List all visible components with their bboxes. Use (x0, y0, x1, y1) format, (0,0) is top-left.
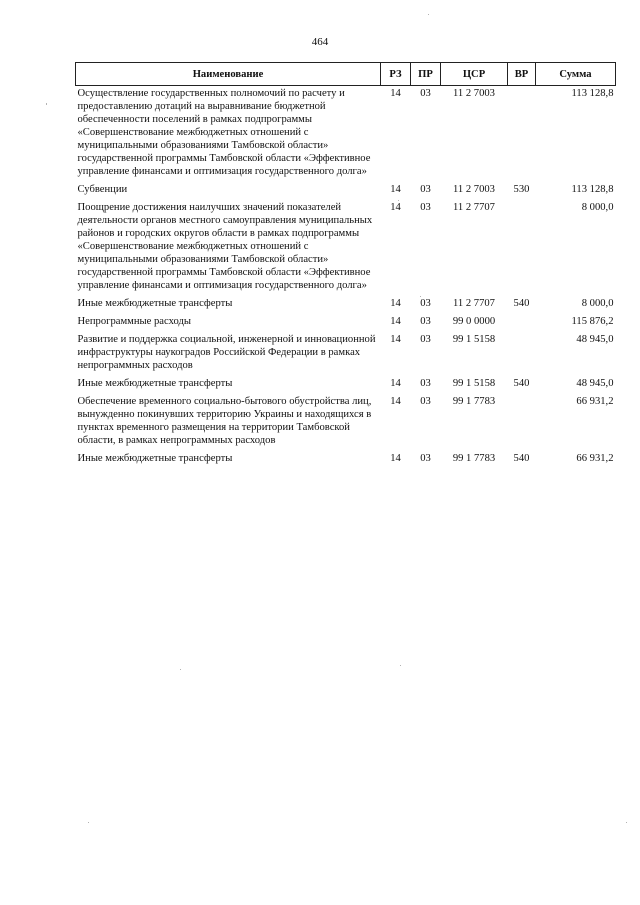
cell-sum: 113 128,8 (571, 184, 614, 195)
cell-name: Поощрение достижения наилучших значений показателей деятельности органов местного самоуправления муниципальных районов и городских округов области в рамках подпрограммы «Совершенствование межбюджетных отношений с муниципальными образованиями Тамбовской области» государственной программы Тамбовской области «Эффективное управление финансами и оптимизация государственного долга» (77, 202, 373, 291)
cell-pr: 03 (420, 334, 431, 345)
cell-pr: 03 (420, 396, 431, 407)
cell-rz: 14 (390, 316, 401, 327)
header-vr: ВР (508, 63, 536, 86)
cell-csr: 11 2 7707 (453, 298, 495, 309)
cell-name: Осуществление государственных полномочий по расчету и предоставлению дотаций на выравнивание бюджетной обеспеченности поселений в рамках подпрограммы «Совершенствование межбюджетных отношений с муниципальными образованиями Тамбовской области» государственной программы Тамбовской области «Эффективное управление финансами и оптимизация государственного долга» (77, 88, 371, 177)
scan-speck (400, 665, 401, 666)
table-row (76, 394, 616, 451)
cell-csr: 99 1 5158 (452, 334, 496, 345)
cell-name: Субвенции (77, 184, 128, 195)
scan-speck (46, 103, 47, 105)
cell-sum: 8 000,0 (581, 298, 614, 309)
cell-pr: 03 (420, 202, 431, 213)
cell-pr: 03 (420, 298, 431, 309)
cell-vr: 530 (513, 184, 530, 195)
cell-rz: 14 (390, 378, 401, 389)
page-number: 464 (311, 36, 329, 48)
header-rz: РЗ (381, 63, 411, 86)
cell-vr: 540 (513, 378, 530, 389)
cell-sum: 66 931,2 (576, 396, 614, 407)
table-row (76, 86, 616, 183)
cell-rz: 14 (390, 184, 401, 195)
cell-vr (508, 86, 536, 183)
cell-vr (508, 314, 536, 332)
scan-speck (398, 200, 399, 201)
cell-csr: 11 2 7707 (453, 202, 495, 213)
cell-vr: 540 (513, 453, 530, 464)
cell-pr: 03 (420, 378, 431, 389)
table-row (76, 200, 616, 296)
table-row (76, 451, 616, 469)
header-csr: ЦСР (441, 63, 508, 86)
header-sum: Сумма (536, 63, 616, 86)
cell-pr: 03 (420, 453, 431, 464)
cell-vr (508, 394, 536, 451)
table-row (76, 182, 616, 200)
cell-csr: 11 2 7003 (453, 88, 495, 99)
cell-rz: 14 (390, 453, 401, 464)
scan-speck (428, 14, 429, 15)
cell-csr: 99 0 0000 (452, 316, 496, 327)
cell-pr: 03 (420, 184, 431, 195)
cell-sum: 115 876,2 (571, 316, 614, 327)
cell-csr: 99 1 7783 (452, 396, 496, 407)
cell-name: Иные межбюджетные трансферты (77, 298, 233, 309)
cell-sum: 48 945,0 (576, 334, 614, 345)
cell-sum: 8 000,0 (581, 202, 614, 213)
budget-table (75, 62, 616, 469)
cell-pr: 03 (420, 88, 431, 99)
header-name: Наименование (76, 63, 381, 86)
cell-vr (508, 332, 536, 376)
header-pr: ПР (411, 63, 441, 86)
table-header (76, 63, 616, 86)
cell-csr: 99 1 7783 (452, 453, 496, 464)
cell-rz: 14 (390, 334, 401, 345)
cell-sum: 48 945,0 (576, 378, 614, 389)
cell-name: Непрограммные расходы (77, 316, 191, 327)
table-row (76, 296, 616, 314)
cell-vr (508, 200, 536, 296)
cell-name: Иные межбюджетные трансферты (77, 453, 233, 464)
cell-csr: 11 2 7003 (453, 184, 495, 195)
cell-vr: 540 (513, 298, 530, 309)
cell-rz: 14 (390, 202, 401, 213)
cell-name: Развитие и поддержка социальной, инженерной и инновационной инфраструктуры наукоградов Российской Федерации в рамках непрограммных расходов (77, 334, 376, 371)
cell-rz: 14 (390, 88, 401, 99)
table-body (76, 86, 616, 470)
cell-rz: 14 (390, 298, 401, 309)
table-row (76, 332, 616, 376)
cell-sum: 66 931,2 (576, 453, 614, 464)
cell-name: Обеспечение временного социально-бытового обустройства лиц, вынужденно покинувших территорию Украины и находящихся в пунктах временного размещения на территории Тамбовской области, в рамках непрограммных расходов (77, 396, 372, 446)
table-row (76, 314, 616, 332)
cell-rz: 14 (390, 396, 401, 407)
scan-speck (88, 822, 89, 823)
header-row (76, 63, 616, 86)
cell-csr: 99 1 5158 (452, 378, 496, 389)
cell-sum: 113 128,8 (571, 88, 614, 99)
scan-speck (626, 822, 627, 823)
scan-speck (180, 669, 181, 670)
scan-speck (420, 296, 421, 297)
table-row (76, 376, 616, 394)
cell-name: Иные межбюджетные трансферты (77, 378, 233, 389)
cell-pr: 03 (420, 316, 431, 327)
